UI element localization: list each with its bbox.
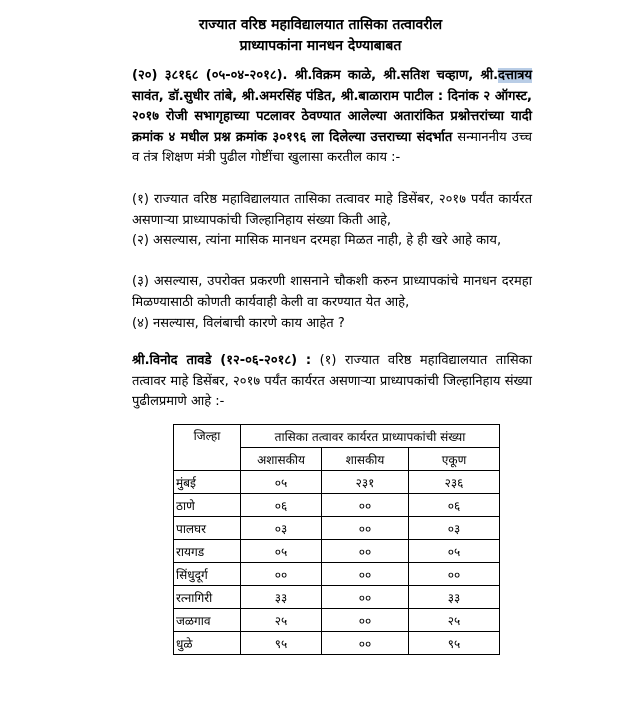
answer-text: (१) राज्यात वरिष्ठ महाविद्यालयात तासिका तत्वावर माहे डिसेंबर, २०१७ पर्यंत कार्यरत असणाऱ्या प्राध्यापकांची जिल्हानिहाय संख्या पुढीलप्रमाणे आहे :- bbox=[132, 353, 532, 409]
cell-total: २३६ bbox=[409, 471, 500, 494]
cell-total: २५ bbox=[409, 609, 500, 632]
cell-govt: ०० bbox=[322, 563, 409, 586]
table-row bbox=[174, 609, 500, 632]
table-row bbox=[174, 632, 500, 655]
cell-district: रायगड bbox=[174, 540, 241, 563]
cell-district: ठाणे bbox=[174, 494, 241, 517]
table-row bbox=[174, 517, 500, 540]
cell-private: ०० bbox=[241, 563, 322, 586]
question-number-date: (२०) ३८१६८ (०५-०४-२०१८). bbox=[132, 68, 288, 83]
cell-total: ०५ bbox=[409, 540, 500, 563]
title-line-2: प्राध्यापकांना मानधन देण्याबाबत bbox=[239, 38, 402, 54]
cell-private: २५ bbox=[241, 609, 322, 632]
column-header-private: अशासकीय bbox=[241, 448, 322, 471]
cell-govt: ०० bbox=[322, 517, 409, 540]
question-point-2: (२) असल्यास, त्यांना मासिक मानधन दरमहा मिळत नाही, हे ही खरे आहे काय, bbox=[132, 233, 502, 248]
question-intro bbox=[132, 66, 532, 169]
cell-district: सिंधुदूर्ग bbox=[174, 563, 241, 586]
cell-district: रत्नागिरी bbox=[174, 586, 241, 609]
cell-district: धुळे bbox=[174, 632, 241, 655]
answer-speaker: श्री.विनोद तावडे (१२-०६-२०१८) : bbox=[132, 353, 312, 368]
cell-private: ३३ bbox=[241, 586, 322, 609]
cell-private: ०५ bbox=[241, 471, 322, 494]
question-members-rest: सावंत, डॉ.सुधीर तांबे, श्री.अमरसिंह पंडित, श्री.बाळाराम पाटील : दिनांक २ ऑगस्ट, २०१७ रोजी सभागृहाच्या पटलावर ठेवण्यात आलेल्या अतारांकित प्रश्नोत्तरांच्या यादी क्रमांक ४ मधील प्रश्न क्रमांक ३०१९६ ला दिलेल्या उत्तराच्या संदर्भात bbox=[132, 88, 532, 145]
cell-total: ०३ bbox=[409, 517, 500, 540]
cell-govt: ०० bbox=[322, 494, 409, 517]
table-row bbox=[174, 494, 500, 517]
cell-private: ०५ bbox=[241, 540, 322, 563]
cell-district: पालघर bbox=[174, 517, 241, 540]
cell-district: जळगाव bbox=[174, 609, 241, 632]
question-intro-rest: सन्माननीय उच्च व तंत्र शिक्षण मंत्री पुढील गोष्टींचा खुलासा करतील काय :- bbox=[132, 129, 532, 165]
title-line-1: राज्यात वरिष्ठ महाविद्यालयात तासिका तत्वावरील bbox=[198, 17, 443, 33]
cell-district: मुंबई bbox=[174, 471, 241, 494]
cell-govt: २३१ bbox=[322, 471, 409, 494]
question-point-3: (३) असल्यास, उपरोक्त प्रकरणी शासनाने चौकशी करुन प्राध्यापकांचे मानधन दरमहा मिळण्यासाठी कोणती कार्यवाही केली वा करण्यात येत आहे, bbox=[132, 274, 532, 310]
cell-private: ०३ bbox=[241, 517, 322, 540]
column-group-header: तासिका तत्वावर कार्यरत प्राध्यापकांची संख्या bbox=[241, 425, 500, 448]
table-row bbox=[174, 471, 500, 494]
table-header-row bbox=[174, 425, 500, 448]
cell-govt: ०० bbox=[322, 586, 409, 609]
cell-total: ३३ bbox=[409, 586, 500, 609]
cell-total: ९५ bbox=[409, 632, 500, 655]
cell-total: ०६ bbox=[409, 494, 500, 517]
cell-private: ०६ bbox=[241, 494, 322, 517]
highlighted-text[interactable]: दत्तात्रय bbox=[498, 68, 532, 83]
cell-govt: ०० bbox=[322, 540, 409, 563]
cell-govt: ०० bbox=[322, 632, 409, 655]
cell-total: ०० bbox=[409, 563, 500, 586]
answer-paragraph bbox=[132, 351, 532, 413]
table-row bbox=[174, 586, 500, 609]
question-point-4: (४) नसल्यास, विलंबाची कारणे काय आहेत ? bbox=[132, 316, 345, 331]
cell-govt: ०० bbox=[322, 609, 409, 632]
table-row bbox=[174, 540, 500, 563]
district-table bbox=[173, 424, 500, 655]
table-row bbox=[174, 563, 500, 586]
column-header-district: जिल्हा bbox=[174, 425, 241, 471]
question-point-1: (१) राज्यात वरिष्ठ महाविद्यालयात तासिका तत्वावर माहे डिसेंबर, २०१७ पर्यंत कार्यरत असणाऱ्या प्राध्यापकांची जिल्हानिहाय संख्या किती आहे, bbox=[132, 192, 532, 228]
column-header-govt: शासकीय bbox=[322, 448, 409, 471]
question-members: श्री.विक्रम काळे, श्री.सतिश चव्हाण, श्री. bbox=[294, 68, 499, 83]
cell-private: ९५ bbox=[241, 632, 322, 655]
column-header-total: एकूण bbox=[409, 448, 500, 471]
